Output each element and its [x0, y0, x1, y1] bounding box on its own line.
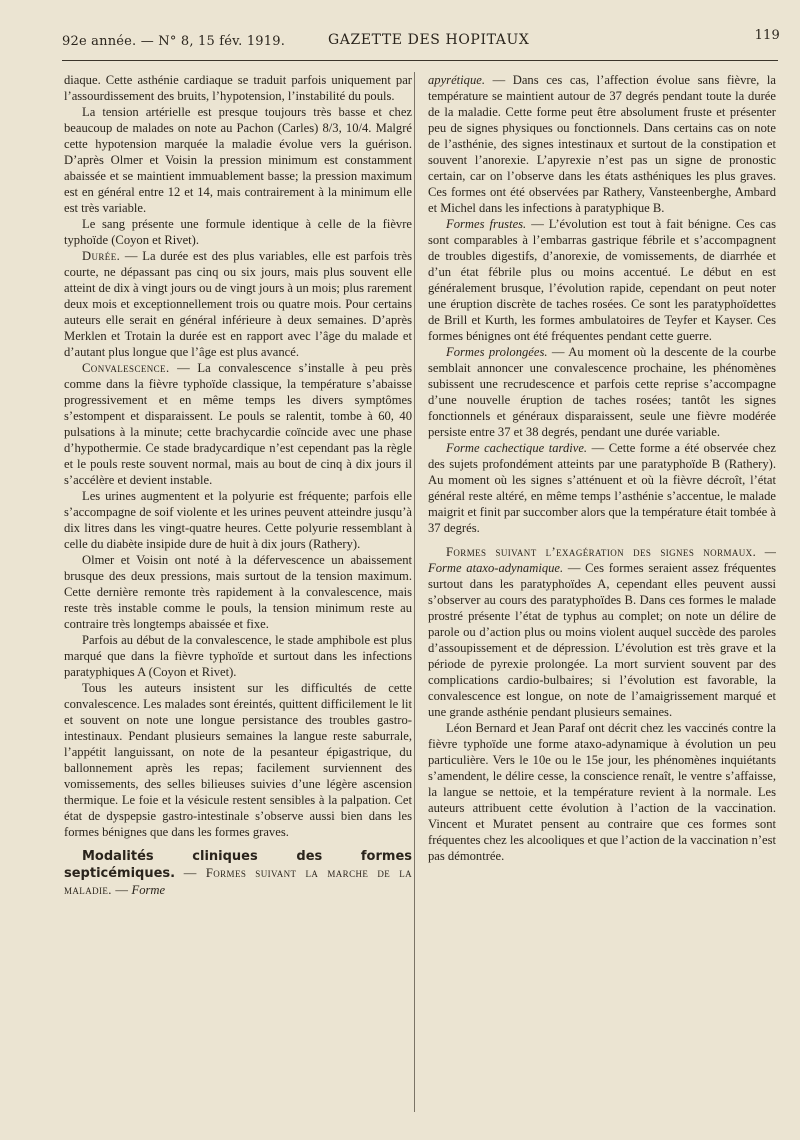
paragraph	[428, 72, 776, 216]
paragraph: Olmer et Voisin ont noté à la défervescence un abaissement brusque des deux pressions, mais surtout de la tension maximum. Cette dernière remonte très rapidement à la convalescence, mais reste très instable comme le pouls, la tension minimum reste au contraire très longtemps abaissée et fixe.	[64, 553, 412, 631]
section-heading	[64, 848, 412, 898]
paragraph	[428, 344, 776, 440]
paragraph-text: — La durée est des plus variables, elle est parfois très courte, ne dépassant pas cinq ou six jours, mais plus souvent elle atteint de dix à vingt jours ou de vingt jours à un mois; plus rarement deux mois et exceptionnellement trois ou quatre mois. Pour certains auteurs elle serait en général inférieure à deux semaines. D’après Merklen et Trotain la durée est en rapport avec l’âge du malade et d’autant plus longue que l’âge est plus avancé.	[64, 249, 412, 359]
paragraph-text: — Ces formes seraient assez fréquentes surtout dans les paratyphoïdes A, cependant elles peuvent aussi s’observer au cours des paratyphoïdes B. Dans ces formes le malade prostré présente l’état de typhus au complet; on note un délire de parole ou d’action plus ou moins violent auquel succède des paroles d’assoupissement et de dépression. L’évolution est très grave et la période de pyrexie prolongée. La mort survient souvent par des complications cardio-bulbaires; si l’évolution est favorable, la convalescence est longue, on note de l’amaigrissement marqué et une grande asthénie pendant plusieurs semaines.	[428, 561, 776, 719]
journal-title: GAZETTE DES HOPITAUX	[328, 32, 530, 48]
paragraph: Les urines augmentent et la polyurie est fréquente; parfois elle s’accompagne de soif violente et les urines peuvent atteindre jusqu’à dix litres dans les vingt-quatre heures. Cette polyurie ressemblant à celle du diabète insipide dure de huit à dix jours (Rathery).	[64, 489, 412, 551]
run-in-heading: Formes frustes.	[446, 217, 527, 231]
page-number: 119	[754, 28, 780, 43]
right-column	[428, 72, 776, 864]
paragraph	[428, 216, 776, 344]
section-title: Modalités cliniques des formes septicémiques.	[64, 849, 412, 881]
paragraph-text: — Dans ces cas, l’affection évolue sans fièvre, la température se maintient autour de 37 degrés pendant toute la durée de la maladie. Cette forme peut être absolument fruste et présenter peu de signes physiques ou fonctionnels. Dans certains cas on note de l’asthénie, des signes intestinaux et surtout de la constipation et souvent l’anorexie. L’apyrexie n’est pas un signe de pronostic certain, car on l’observe dans les états asthéniques les plus graves. Ces formes ont été observées par Rathery, Vansteenberghe, Ambard et Michel dans les infections à paratyphique B.	[428, 73, 776, 215]
run-in-heading: Convalescence.	[82, 361, 170, 375]
paragraph: Tous les auteurs insistent sur les difficultés de cette convalescence. Les malades sont éreintés, quittent difficilement le lit et souvent on note une longue persistance des troubles gastro-intestinaux. Pendant plusieurs semaines la langue reste saburrale, l’appétit languissant, on note de la pesanteur épigastrique, du ballonnement après les repas; facilement surviennent des vomissements, des selles bilieuses suivies d’une légère ascension thermique. Le foie et la vésicule restent sensibles à la palpation. Cet état de dyspepsie gastro-intestinale s’observe aussi bien dans les formes bénignes que dans les formes graves.	[64, 681, 412, 839]
paragraph: Léon Bernard et Jean Paraf ont décrit chez les vaccinés contre la fièvre typhoïde une forme ataxo-adynamique à évolution un peu particulière. Vers le 10e ou le 15e jour, les phénomènes inquiétants s’amendent, le délire cesse, la conscience renaît, le ventre s’affaisse, la langue se nettoie, et la température revient à la normale. Les auteurs attribuent cette évolution à l’action de la vaccination. Vincent et Muratet pensent au contraire que ces formes sont fréquentes chez les alcooliques et que l’action de la vaccination n’est pas démontrée.	[428, 721, 776, 863]
paragraph-text: — L’évolution est tout à fait bénigne. Ces cas sont comparables à l’embarras gastrique fébrile et s’accompagnent de troubles digestifs, d’anorexie, de vomissements, de diarrhée et d’un état fébrile plus ou moins accentué. Le début en est généralement brusque, l’évolution rapide, cependant on peut noter une éruption discrète de taches rosées. Ce sont les paratyphoïdettes de Brill et Kurth, les formes ambulatoires de Teyfer et Kayser. Ces formes bénignes ont été fréquentes pendant cette guerre.	[428, 217, 776, 343]
run-in-heading: Forme cachectique tardive.	[446, 441, 588, 455]
run-in-heading: apyrétique.	[428, 73, 486, 87]
paragraph: Parfois au début de la convalescence, le stade amphibole est plus marqué que dans la fièvre typhoïde et surtout dans les infections paratyphiques A (Coyon et Rivet).	[64, 633, 412, 679]
run-in-heading: Durée.	[82, 249, 121, 263]
run-in-heading: Formes prolongées.	[446, 345, 548, 359]
paragraph	[64, 248, 412, 360]
section-subtitle-italic: Forme	[128, 883, 166, 897]
paragraph: diaque. Cette asthénie cardiaque se traduit parfois uniquement par l’assourdissement des bruits, l’hypotension, l’instabilité du pouls.	[64, 73, 412, 103]
run-in-heading: — Forme ataxo-adynamique.	[428, 545, 776, 575]
paragraph	[428, 544, 776, 720]
page-header	[62, 28, 780, 56]
paragraph-text: — Au moment où la descente de la courbe semblait annoncer une convalescence prochaine, les phénomènes subissent une recrudescence et parfois cette reprise s’accompagne d’une nouvelle éruption de taches rosées; tantôt les signes fonctionnels et généraux disparaissent, seule une fièvre modérée persiste entre 37 et 38 degrés, pendant une durée variable.	[428, 345, 776, 439]
paragraph	[64, 360, 412, 488]
header-rule	[62, 60, 778, 61]
paragraph: La tension artérielle est presque toujours très basse et chez beaucoup de malades on note au Pachon (Carles) 8/3, 10/4. Malgré cette hypotension marquée la maladie évolue vers la guérison. D’après Olmer et Voisin la pression minimum est constamment abaissée et se maintient immuablement basse; la pression maximum est en général entre 12 et 14, mais contrairement à la minimum elle est très variable.	[64, 105, 412, 215]
column-divider	[414, 72, 415, 1112]
paragraph-text: — Cette forme a été observée chez des sujets profondément atteints par une paratyphoïde B (Rathery). Au moment où les signes s’atténuent et où la fièvre décroît, l’état général reste altéré, en même temps l’asthénie s’accentue, le malade maigrit et finit par succomber alors que la température était tombée à 37 degrés.	[428, 441, 777, 535]
left-column	[64, 72, 412, 898]
paragraph	[428, 440, 776, 536]
section-heading: Formes suivant l’exagération des signes normaux.	[446, 545, 757, 559]
paragraph: Le sang présente une formule identique à celle de la fièvre typhoïde (Coyon et Rivet).	[64, 217, 412, 247]
section-subtitle: — Formes suivant la marche de la maladie. —	[64, 866, 412, 897]
paragraph-text: — La convalescence s’installe à peu près comme dans la fièvre typhoïde classique, la température s’abaisse progressivement et en même temps les divers symptômes s’estompent et disparaissent. Le pouls se ralentit, tombe à 60, 40 pulsations à la minute; cette brachycardie coïncide avec une phase d’hypothermie. Ce stade bradycardique n’est cependant pas la règle et le pouls reste souvent normal, mais au bout de cinq à dix jours il s’accélère et devient instable.	[64, 361, 412, 487]
issue-info: 92e année. — N° 8, 15 fév. 1919.	[62, 34, 286, 49]
